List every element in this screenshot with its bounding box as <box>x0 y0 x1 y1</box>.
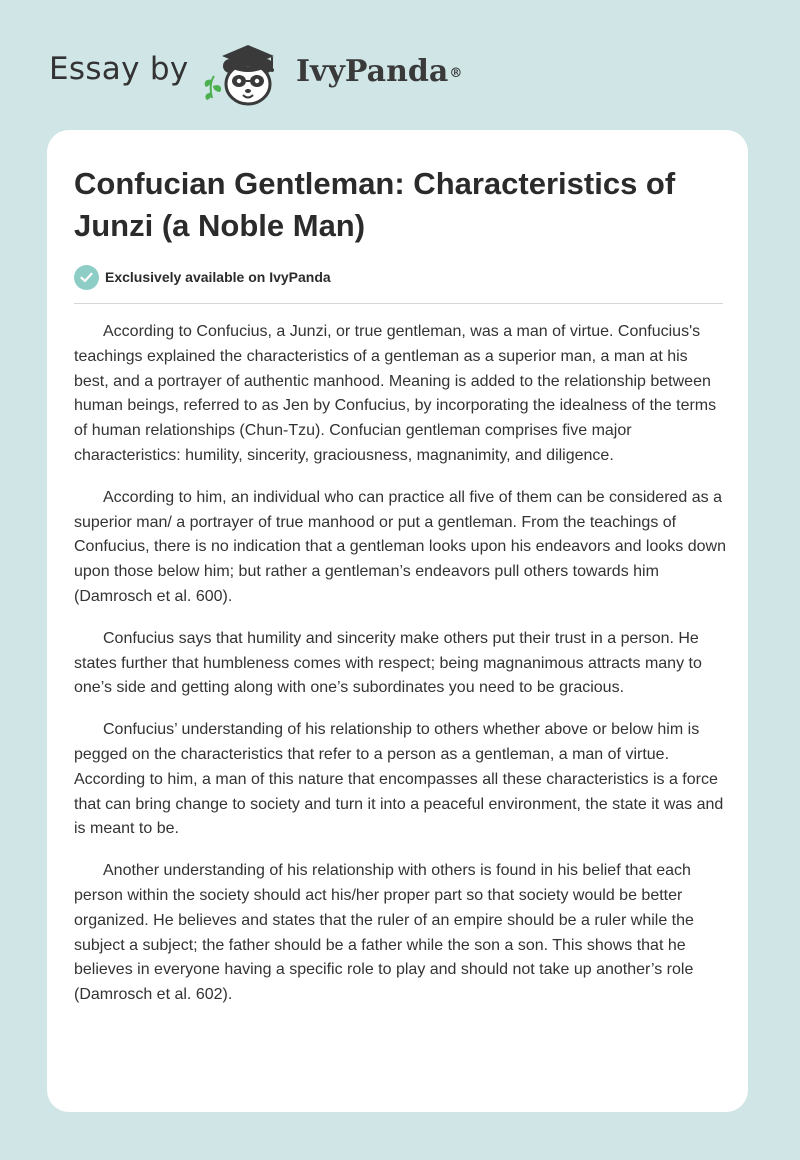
paragraph: According to him, an individual who can practice all five of them can be considered as a superior man/ a portrayer of true manhood or put a gentleman. From the teachings of Confucius, there is no indication that a gentleman looks upon his endeavors and looks down upon those below him; but rather a gentleman’s endeavors pull others towards him (Damrosch et al. 600). <box>74 488 726 605</box>
essay-body <box>74 320 726 1025</box>
panda-graduate-logo-icon[interactable] <box>200 36 292 110</box>
paragraph: Confucius says that humility and sincerity make others put their trust in a person. He states further that humbleness comes with respect; being magnanimous attracts many to one’s side and getting along with one’s subordinates you need to be gracious. <box>74 629 702 697</box>
paragraph: Another understanding of his relationship with others is found in his belief that each person within the society should act his/her proper part so that society would be better organized. He believes and states that the ruler of an empire should be a ruler while the subject a subject; the father should be a father while the son a son. This shows that he believes in everyone having a specific role to play and should not take up another’s role (Damrosch et al. 602). <box>74 862 694 1004</box>
registered-mark: ® <box>449 66 463 81</box>
paragraph: According to Confucius, a Junzi, or true gentleman, was a man of virtue. Confucius's teachings explained the characteristics of a gentleman as a superior man, a man at his best, and a portrayer of authentic manhood. Meaning is added to the relationship between human beings, referred to as Jen by Confucius, by incorporating the idealness of the terms of human relationships (Chun-Tzu). Confucian gentleman comprises five major characteristics: humility, sincerity, graciousness, magnanimity, and diligence. <box>74 323 717 464</box>
exclusive-label: Exclusively available on IvyPanda <box>105 269 331 285</box>
brand-name-text: IvyPanda <box>296 54 449 89</box>
exclusive-badge <box>74 264 331 290</box>
essay-title: Confucian Gentleman: Characteristics of Junzi (a Noble Man) <box>74 166 676 243</box>
brand-name[interactable] <box>296 52 462 92</box>
checkmark-icon <box>74 265 99 290</box>
paragraph: Confucius’ understanding of his relationship to others whether above or below him is pegged on the characteristics that refer to a person as a gentleman, a man of virtue. According to him, a man of this nature that encompasses all these characteristics is a force that can bring change to society and turn it into a peaceful environment, the state it was and is meant to be. <box>74 721 724 838</box>
essay-by-label: Essay by <box>49 51 189 87</box>
leaf-icon <box>205 76 222 100</box>
site-header <box>0 0 800 130</box>
essay-card <box>47 130 748 1112</box>
divider <box>74 303 723 304</box>
